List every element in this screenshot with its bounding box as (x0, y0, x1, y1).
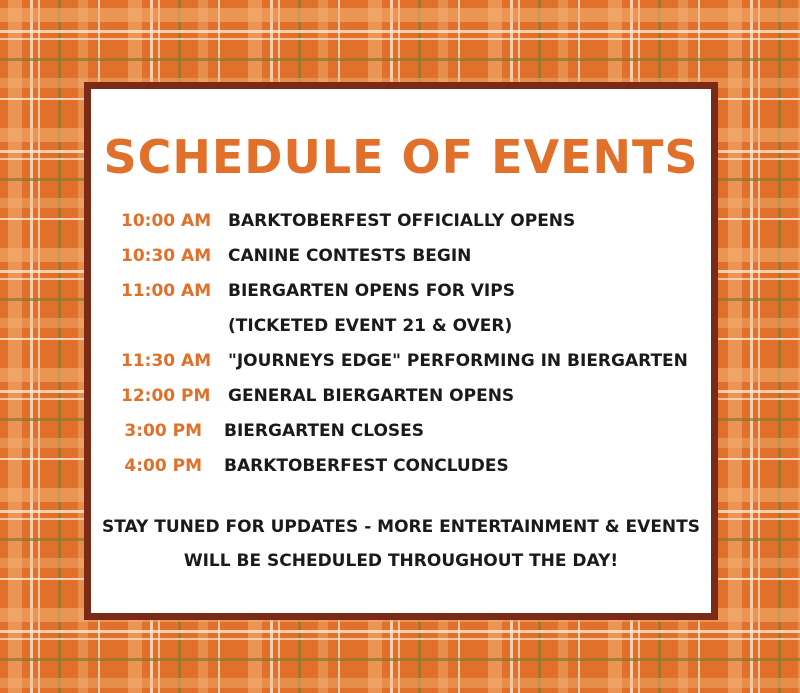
event-description: (TICKETED EVENT 21 & OVER) (228, 316, 513, 336)
event-time: 11:30 AM (121, 351, 212, 371)
event-time: 12:00 PM (121, 386, 211, 406)
event-description: BARKTOBERFEST OFFICIALLY OPENS (228, 211, 576, 231)
event-description: CANINE CONTESTS BEGIN (228, 246, 472, 266)
event-time: 11:00 AM (121, 281, 212, 301)
event-time: 4:00 PM (124, 456, 202, 476)
footer-line-2: WILL BE SCHEDULED THROUGHOUT THE DAY! (183, 551, 619, 571)
event-description: BIERGARTEN CLOSES (224, 421, 425, 441)
footer-line-1: STAY TUNED FOR UPDATES - MORE ENTERTAINMENT & EVENTS (102, 517, 700, 537)
schedule-card (84, 82, 718, 620)
event-time: 10:30 AM (121, 246, 212, 266)
event-description: GENERAL BIERGARTEN OPENS (228, 386, 515, 406)
event-time: 10:00 AM (121, 211, 212, 231)
event-description: BIERGARTEN OPENS FOR VIPS (228, 281, 515, 301)
event-description: "JOURNEYS EDGE" PERFORMING IN BIERGARTEN (228, 351, 688, 371)
event-time: 3:00 PM (124, 421, 202, 441)
page-title: SCHEDULE OF EVENTS (103, 130, 699, 184)
event-description: BARKTOBERFEST CONCLUDES (224, 456, 509, 476)
